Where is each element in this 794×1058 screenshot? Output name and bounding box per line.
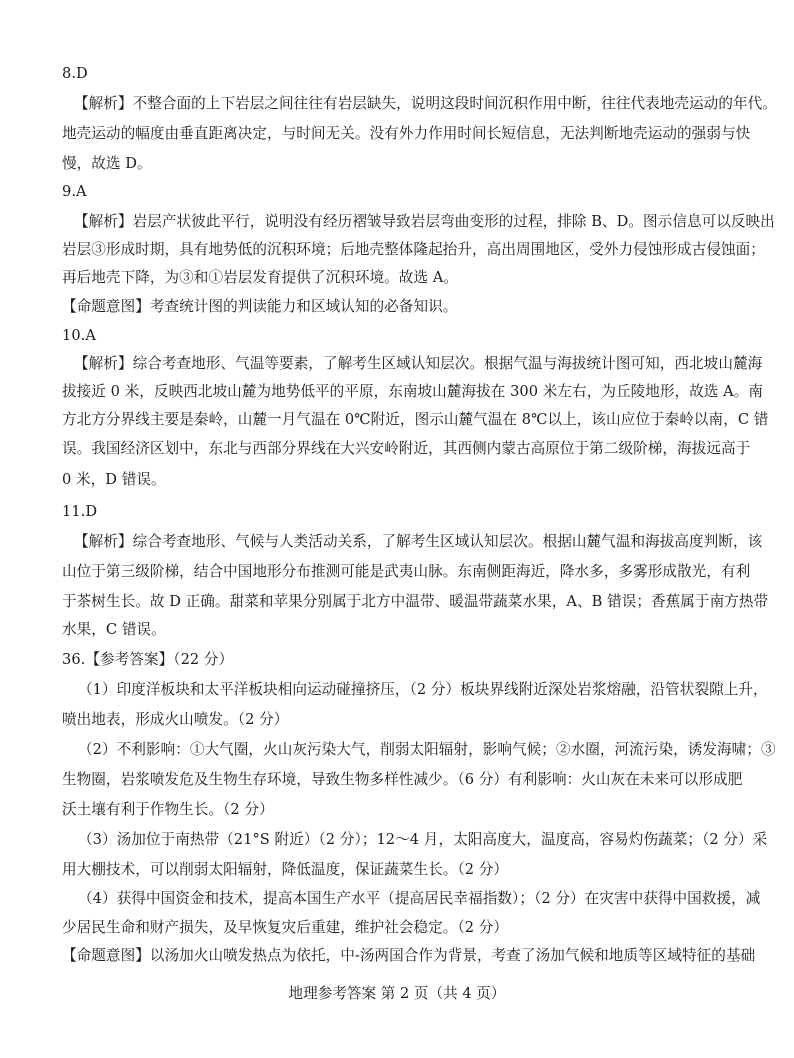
page-footer: 地理参考答案 第 2 页（共 4 页）	[288, 985, 506, 1002]
answer-36-4-line-1: （4）获得中国资金和技术，提高本国生产水平（提高居民幸福指数）；（2 分）在灾害中获得中国救援，减	[78, 890, 761, 907]
intent-9: 【命题意图】考查统计图的判读能力和区域认知的必备知识。	[62, 298, 458, 315]
answer-36-3-line-1: （3）汤加位于南热带（21°S 附近）（2 分）；12～4 月，太阳高度大，温度高，容易灼伤蔬菜；（2 分）采	[78, 831, 768, 848]
answer-number-9: 9.A	[62, 183, 87, 200]
analysis-9-line-3: 再后地壳下降，为③和①岩层发育提供了沉积环境。故选 A。	[62, 269, 459, 286]
analysis-9-line-2: 岩层③形成时期，具有地势低的沉积环境；后地壳整体隆起抬升，高出周围地区，受外力侵蚀形成古侵蚀面；	[62, 241, 765, 258]
answer-number-10: 10.A	[62, 327, 96, 344]
answer-36-1-line-1: （1）印度洋板块和太平洋板块相向运动碰撞挤压，（2 分）板块界线附近深处岩浆熔融，沿管状裂隙上升，	[78, 681, 768, 698]
analysis-10-line-4: 误。我国经济区划中，东北与西部分界线在大兴安岭附近，其西侧内蒙古高原位于第二级阶梯，海拔远高于	[62, 440, 751, 457]
analysis-10-line-5: 0 米，D 错误。	[62, 471, 166, 488]
analysis-8-line-1: 【解析】不整合面的上下岩层之间往往有岩层缺失，说明这段时间沉积作用中断，往往代表地壳运动的年代。	[74, 95, 777, 112]
analysis-11-line-2: 山位于第三级阶梯，结合中国地形分布推测可能是武夷山脉。东南侧距海近，降水多，多雾形成散光，有利	[62, 563, 751, 580]
analysis-10-line-2: 拔接近 0 米，反映西北坡山麓为地势低平的平原，东南坡山麓海拔在 300 米左右，为丘陵地形，故选 A。南	[62, 383, 764, 400]
analysis-11-line-1: 【解析】综合考查地形、气候与人类活动关系，了解考生区域认知层次。根据山麓气温和海拔高度判断，该	[74, 533, 763, 550]
answer-36-2-line-2: 生物圈，岩浆喷发危及生物生存环境，导致生物多样性减少。（6 分）有利影响：火山灰在未来可以形成肥	[62, 771, 743, 788]
answer-36-4-line-2: 少居民生命和财产损失，及早恢复灾后重建，维护社会稳定。（2 分）	[62, 919, 509, 936]
analysis-9-line-1: 【解析】岩层产状彼此平行，说明没有经历褶皱导致岩层弯曲变形的过程，排除 B、D。图示信息可以反映出	[74, 213, 775, 230]
analysis-11-line-3: 于茶树生长。故 D 正确。甜菜和苹果分别属于北方中温带、暖温带蔬菜水果，A、B 错误；香蕉属于南方热带	[62, 593, 769, 610]
analysis-11-line-4: 水果，C 错误。	[62, 621, 166, 638]
analysis-10-line-3: 方北方分界线主要是秦岭，山麓一月气温在 0℃附近，图示山麓气温在 8℃以上，该山应位于秦岭以南，C 错	[62, 411, 769, 428]
answer-36-2-line-1: （2）不利影响：①大气圈，火山灰污染大气，削弱太阳辐射，影响气候；②水圈，河流污染，诱发海啸；③	[78, 741, 776, 758]
answer-number-11: 11.D	[62, 503, 98, 520]
analysis-10-line-1: 【解析】综合考查地形、气温等要素，了解考生区域认知层次。根据气温与海拔统计图可知，西北坡山麓海	[74, 355, 763, 372]
answer-number-8: 8.D	[62, 65, 88, 82]
answer-36-1-line-2: 喷出地表，形成火山喷发。（2 分）	[62, 711, 289, 728]
analysis-8-line-2: 地壳运动的幅度由垂直距离决定，与时间无关。没有外力作用时间长短信息，无法判断地壳运动的强弱与快	[62, 125, 751, 142]
answer-number-36: 36.【参考答案】（22 分）	[62, 651, 234, 668]
intent-36: 【命题意图】以汤加火山喷发热点为依托，中-汤两国合作为背景，考查了汤加气候和地质等区域特征的基础	[62, 947, 756, 964]
analysis-8-line-3: 慢，故选 D。	[62, 155, 152, 172]
answer-36-2-line-3: 沃土壤有利于作物生长。（2 分）	[62, 801, 274, 818]
answer-36-3-line-2: 用大棚技术，可以削弱太阳辐射，降低温度，保证蔬菜生长。（2 分）	[62, 861, 509, 878]
